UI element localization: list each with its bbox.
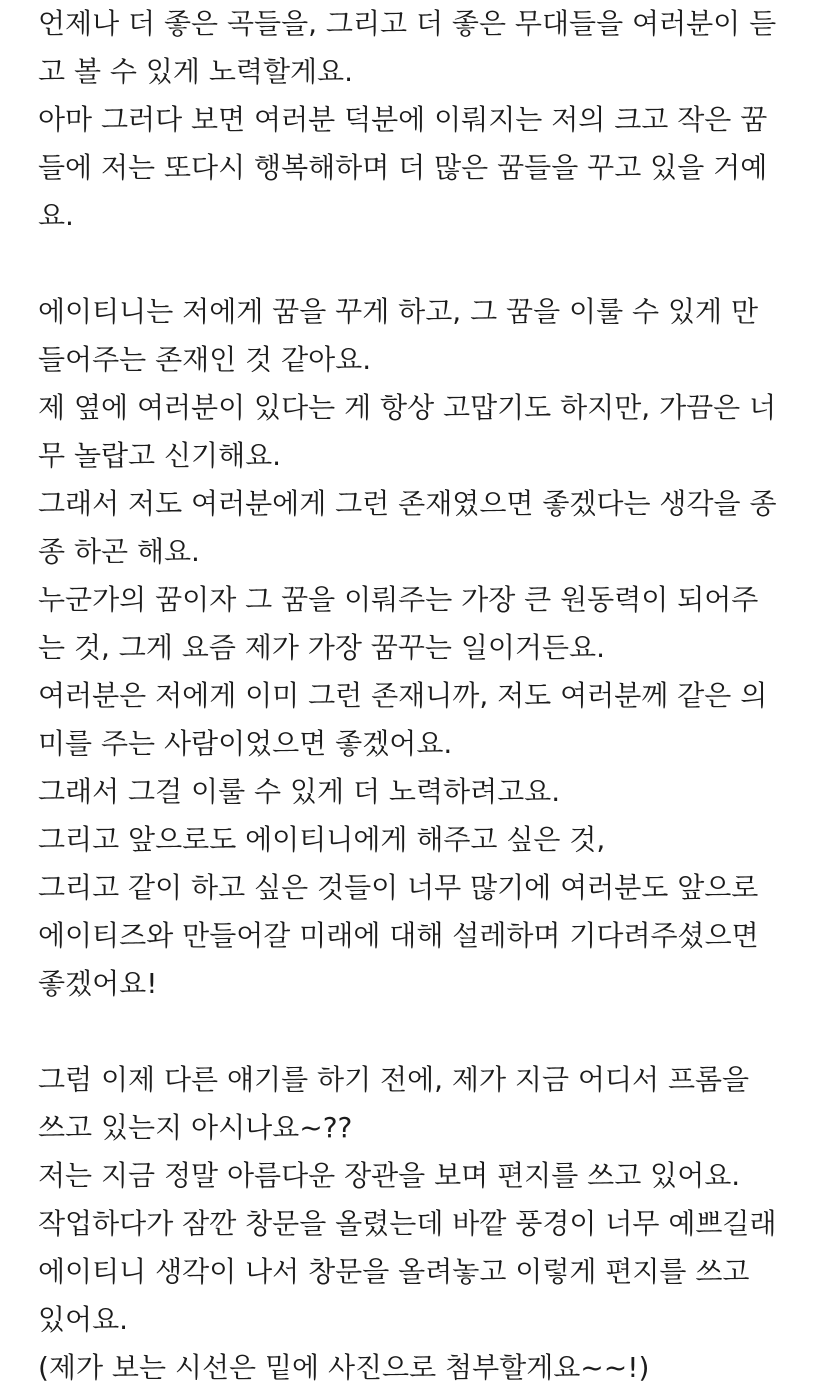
text-line: 제 옆에 여러분이 있다는 게 항상 고맙기도 하지만, 가끔은 너 [38,391,777,424]
paragraph-1 [38,0,808,240]
text-line: 종 하곤 해요. [38,535,200,568]
paragraph-gap [38,240,808,288]
text-line: 여러분은 저에게 이미 그런 존재니까, 저도 여러분께 같은 의 [38,679,768,712]
text-line: 그럼 이제 다른 얘기를 하기 전에, 제가 지금 어디서 프롬을 [38,1063,750,1096]
paragraph-3 [38,1056,808,1392]
text-line: 쓰고 있는지 아시나요~?? [38,1111,353,1144]
text-line: 들어주는 존재인 것 같아요. [38,343,372,376]
text-line: 좋겠어요! [38,967,158,1000]
text-line: 저는 지금 정말 아름다운 장관을 보며 편지를 쓰고 있어요. [38,1159,741,1192]
text-line: 에이티즈와 만들어갈 미래에 대해 설레하며 기다려주셨으면 [38,919,759,952]
text-line: 고 볼 수 있게 노력할게요. [38,55,353,88]
text-line: 작업하다가 잠깐 창문을 올렸는데 바깥 풍경이 너무 예쁘길래 [38,1207,777,1240]
text-line: 누군가의 꿈이자 그 꿈을 이뤄주는 가장 큰 원동력이 되어주 [38,583,759,616]
text-line: 그래서 저도 여러분에게 그런 존재였으면 좋겠다는 생각을 종 [38,487,777,520]
text-line: 에이티니는 저에게 꿈을 꾸게 하고, 그 꿈을 이룰 수 있게 만 [38,295,759,328]
text-line: 그리고 앞으로도 에이티니에게 해주고 싶은 것, [38,823,606,856]
text-line: 아마 그러다 보면 여러분 덕분에 이뤄지는 저의 크고 작은 꿈 [38,103,768,136]
text-line: 들에 저는 또다시 행복해하며 더 많은 꿈들을 꾸고 있을 거예 [38,151,768,184]
text-line: 그래서 그걸 이룰 수 있게 더 노력하려고요. [38,775,561,808]
text-line: 언제나 더 좋은 곡들을, 그리고 더 좋은 무대들을 여러분이 듣 [38,7,777,40]
text-line: 에이티니 생각이 나서 창문을 올려놓고 이렇게 편지를 쓰고 [38,1255,750,1288]
text-line: 미를 주는 사람이었으면 좋겠어요. [38,727,453,760]
text-line: 있어요. [38,1303,129,1336]
letter-text [38,0,808,1392]
paragraph-gap [38,1008,808,1056]
text-line: 그리고 같이 하고 싶은 것들이 너무 많기에 여러분도 앞으로 [38,871,759,904]
text-line: 는 것, 그게 요즘 제가 가장 꿈꾸는 일이거든요. [38,631,605,664]
text-line: 요. [38,199,74,232]
text-line: (제가 보는 시선은 밑에 사진으로 첨부할게요~~!) [38,1351,650,1384]
paragraph-2 [38,288,808,1008]
text-line: 무 놀랍고 신기해요. [38,439,282,472]
